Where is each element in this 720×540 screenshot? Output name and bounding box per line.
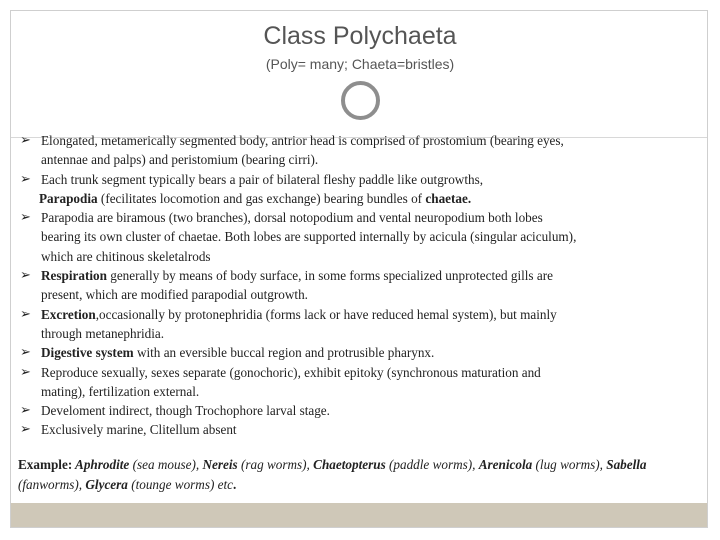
bullet-item bbox=[18, 305, 702, 344]
arrow-bullet-icon: ➢ bbox=[20, 403, 31, 419]
arrow-bullet-icon: ➢ bbox=[20, 422, 31, 438]
bullet-item bbox=[18, 420, 702, 439]
bullet-text-cont: bearing its own cluster of chaetae. Both lobes are supported internally by acicula (singular aciculum), bbox=[41, 229, 577, 245]
bullet-text: Parapodia are biramous (two branches), dorsal notopodium and vental neuropodium both lobes bbox=[41, 210, 543, 226]
bullet-text-cont: present, which are modified parapodial outgrowth. bbox=[41, 287, 308, 303]
bullet-text: Exclusively marine, Clitellum absent bbox=[41, 422, 237, 438]
slide-title: Class Polychaeta bbox=[263, 22, 457, 50]
bullet-item bbox=[18, 401, 702, 420]
common-name: (tounge worms) etc bbox=[127, 477, 234, 492]
genus-arenicola: Arenicola bbox=[478, 457, 533, 472]
bullet-text-cont bbox=[39, 189, 702, 208]
bullet-text-cont: which are chitinous skeletalrods bbox=[41, 248, 211, 264]
footer-bar bbox=[11, 503, 707, 527]
bullet-item bbox=[18, 170, 702, 209]
genus-chaetopterus: Chaetopterus bbox=[313, 457, 386, 472]
common-name: (sea mouse), bbox=[129, 457, 203, 472]
term-digestive-system: Digestive system bbox=[41, 345, 134, 361]
arrow-bullet-icon: ➢ bbox=[20, 171, 31, 187]
slide-subtitle: (Poly= many; Chaeta=bristles) bbox=[265, 56, 455, 72]
common-name: (fanworms), bbox=[18, 477, 86, 492]
genus-nereis: Nereis bbox=[202, 457, 238, 472]
bullet-item bbox=[18, 343, 702, 362]
bullet-item bbox=[18, 131, 702, 170]
circle-ornament-icon bbox=[341, 81, 380, 120]
bullet-text: ,occasionally by protonephridia (forms lack or have reduced hemal system), but mainly bbox=[95, 306, 557, 322]
bullet-text: with an eversible buccal region and protrusible pharynx. bbox=[133, 345, 435, 361]
bullet-item bbox=[18, 208, 702, 266]
term-excretion: Excretion bbox=[41, 306, 96, 322]
bullet-item bbox=[18, 363, 702, 402]
arrow-bullet-icon: ➢ bbox=[20, 345, 31, 361]
bullet-text: Reproduce sexually, sexes separate (gonochoric), exhibit epitoky (synchronous maturation and bbox=[41, 364, 541, 380]
common-name: (paddle worms), bbox=[385, 457, 479, 472]
bullet-text-cont: mating), fertilization external. bbox=[41, 383, 200, 399]
arrow-bullet-icon: ➢ bbox=[20, 364, 31, 380]
bullet-text: Develoment indirect, though Trochophore larval stage. bbox=[41, 403, 330, 419]
arrow-bullet-icon: ➢ bbox=[20, 306, 31, 322]
bullet-text: generally by means of body surface, in some forms specialized unprotected gills are bbox=[106, 268, 553, 284]
arrow-bullet-icon: ➢ bbox=[20, 133, 31, 148]
bullet-text: Each trunk segment typically bears a pair of bilateral fleshy paddle like outgrowths, bbox=[41, 171, 484, 187]
example-paragraph bbox=[18, 455, 702, 495]
term-parapodia: Parapodia bbox=[39, 190, 98, 206]
bullet-text: Elongated, metamerically segmented body, antrior head is comprised of prostomium (bearing eyes, bbox=[41, 133, 564, 148]
bullet-item bbox=[18, 266, 702, 305]
example-label: Example: bbox=[18, 457, 73, 472]
term-chaetae: chaetae. bbox=[425, 190, 472, 206]
example-end: . bbox=[233, 477, 237, 492]
bullet-list bbox=[18, 131, 702, 440]
genus-glycera: Glycera bbox=[85, 477, 128, 492]
common-name: (lug worms), bbox=[532, 457, 607, 472]
arrow-bullet-icon: ➢ bbox=[20, 268, 31, 284]
genus-aphrodite: Aphrodite bbox=[72, 457, 130, 472]
bullet-text-cont: antennae and palps) and peristomium (bearing cirri). bbox=[41, 152, 319, 168]
genus-sabella: Sabella bbox=[606, 457, 647, 472]
common-name: (rag worms), bbox=[237, 457, 314, 472]
arrow-bullet-icon: ➢ bbox=[20, 210, 31, 226]
term-respiration: Respiration bbox=[41, 268, 107, 284]
bullet-text-cont: through metanephridia. bbox=[41, 325, 165, 341]
bullet-text: (fecilitates locomotion and gas exchange) bearing bundles of bbox=[97, 190, 426, 206]
